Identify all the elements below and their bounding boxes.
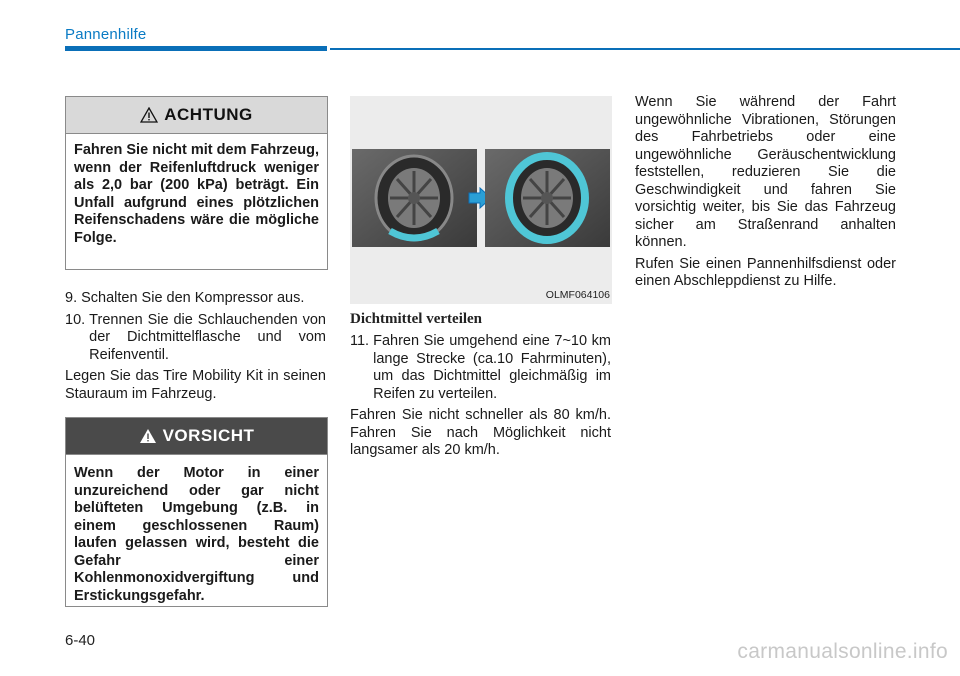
warning-box-achtung-header: [66, 97, 327, 133]
warning-box-vorsicht-title: VORSICHT: [162, 426, 255, 445]
step-item: [350, 333, 611, 403]
warning-box-achtung-title: ACHTUNG: [164, 105, 253, 124]
tire-after-image: [485, 149, 610, 247]
right-column-text: [635, 94, 896, 291]
warning-box-achtung: [65, 96, 328, 270]
warning-box-achtung-body: Fahren Sie nicht mit dem Fahrzeug, wenn der Reifenluftdruck weniger als 2,0 bar (200 kPa) beträgt. Ein Unfall aufgrund eines plötzlichen Reifenschadens wäre die mögliche Folge.: [66, 133, 327, 257]
header-rule-thin: [330, 48, 960, 50]
paragraph-speed-limits: Fahren Sie nicht schneller als 80 km/h. Fahren Sie nach Möglichkeit nicht langsamer als 20 km/h.: [350, 407, 611, 458]
header-rule-thick: [65, 46, 327, 51]
warning-triangle-icon: [140, 107, 158, 123]
section-title: Pannenhilfe: [65, 26, 147, 43]
page-number: 6-40: [65, 632, 96, 649]
step-text: Trennen Sie die Schlauchenden von der Dichtmittelflasche und vom Reifenventil.: [89, 311, 326, 363]
step-text: Schalten Sie den Kompressor aus.: [81, 290, 305, 306]
warning-box-vorsicht-body: Wenn der Motor in einer unzureichend oder gar nicht belüfteten Umgebung (z.B. in einem geschlossenen Raum) laufen gelassen wird, besteht die Gefahr einer Kohlenmonoxidvergiftung und Erstickungsgefahr.: [66, 454, 327, 615]
paragraph-unusual-vibrations: Wenn Sie während der Fahrt ungewöhnliche Vibrationen, Störungen des Fahrbetriebs oder eine ungewöhnliche Geräuschentwicklung feststellen, reduzieren Sie die Geschwindigkeit und fahren Sie vorsichtig weiter, bis Sie das Fahrzeug sicher am Straßenrand anhalten können.: [635, 94, 896, 250]
warning-box-vorsicht: [65, 417, 328, 607]
warning-box-vorsicht-header: [66, 418, 327, 454]
step-number: 10.: [65, 311, 86, 328]
figure-caption: OLMF064106: [545, 289, 610, 301]
step-number: 9.: [65, 290, 78, 306]
step-item: [65, 312, 326, 365]
left-column-text: [65, 290, 326, 403]
tire-before-image: [352, 149, 477, 247]
paragraph-stow-kit: Legen Sie das Tire Mobility Kit in seinen Stauraum im Fahrzeug.: [65, 368, 326, 402]
step-item: [65, 290, 326, 308]
paragraph-call-assistance: Rufen Sie einen Pannenhilfsdienst oder einen Abschleppdienst zu Hilfe.: [635, 255, 896, 289]
section-heading-sealant: Dichtmittel verteilen: [350, 311, 483, 327]
watermark: carmanualsonline.info: [737, 640, 948, 663]
middle-column-text: [350, 333, 611, 460]
warning-triangle-icon: [139, 428, 157, 444]
step-text: Fahren Sie umgehend eine 7~10 km lange Strecke (ca.10 Fahrminuten), um das Dichtmittel gleichmäßig im Reifen zu verteilen.: [373, 333, 611, 402]
tire-sealant-figure: [350, 96, 612, 304]
step-number: 11.: [350, 333, 370, 349]
